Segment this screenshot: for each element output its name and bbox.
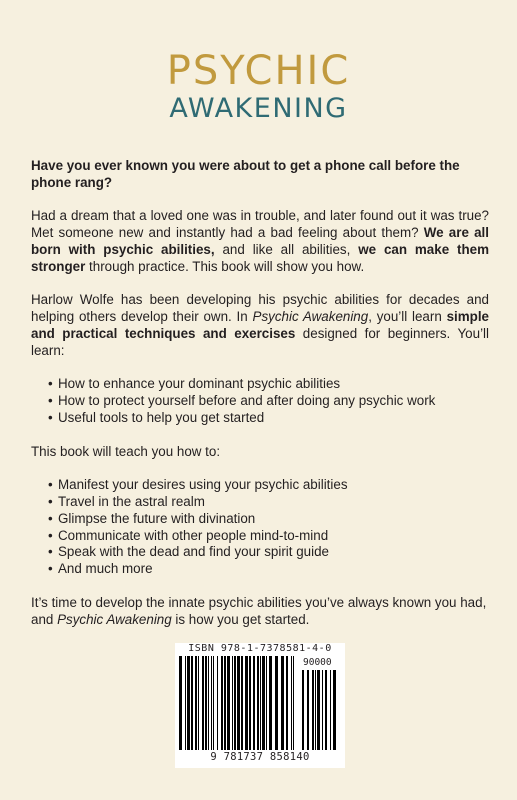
list-item: • How to protect yourself before and after doing any psychic work xyxy=(48,393,436,409)
list-item: • Speak with the dead and find your spirit guide xyxy=(48,544,329,560)
list-item: • Travel in the astral realm xyxy=(48,493,205,509)
isbn-text: ISBN 978-1-7378581-4-0 xyxy=(188,643,332,654)
title-psychic: PSYCHIC xyxy=(166,48,351,94)
list-item: • And much more xyxy=(48,561,153,577)
barcode-bars-icon xyxy=(179,656,297,750)
price-code: 90000 xyxy=(303,657,332,668)
p3-text-a: Harlow Wolfe has been developing his psychic abilities for decades and helping others develop their own. In xyxy=(31,292,489,325)
title-awakening: AWAKENING xyxy=(169,93,348,124)
p2-text-e: through practice. This book will show you how. xyxy=(85,258,365,274)
p3-bold-d: simple and practical techniques and exercises xyxy=(31,309,489,341)
addon-barcode-bars-icon xyxy=(302,670,340,750)
blurb-hook xyxy=(31,158,489,192)
list-item: • Useful tools to help you get started xyxy=(48,409,265,425)
blurb-paragraph-2 xyxy=(31,208,489,275)
list-item: • How to enhance your dominant psychic abilities xyxy=(48,376,341,392)
hook-text: Have you ever known you were about to get a phone call before the phone rang? xyxy=(31,158,460,190)
p2-bold-d: we can make them stronger xyxy=(31,241,490,274)
p2-text-a: Had a dream that a loved one was in trouble, and later found out it was true? Met someone new and instantly had a bad feeling about them? xyxy=(31,208,489,241)
p3-text-e: designed for beginners. You’ll learn: xyxy=(31,325,489,358)
learn-list xyxy=(31,376,489,426)
list-item: • Manifest your desires using your psychic abilities xyxy=(48,477,348,493)
isbn-barcode xyxy=(175,643,345,768)
p2-bold-b: We are all born with psychic abilities, xyxy=(31,225,489,257)
list-item: • Glimpse the future with divination xyxy=(48,510,256,526)
list-item: • Communicate with other people mind-to-mind xyxy=(48,527,329,543)
barcode-digits: 9 781737 858140 xyxy=(210,751,310,763)
p5-italic-b: Psychic Awakening xyxy=(57,611,172,627)
p2-text-c: and like all abilities, xyxy=(214,241,359,257)
blurb-paragraph-4: This book will teach you how to: xyxy=(31,443,221,459)
p5-text-c: is how you get started. xyxy=(171,611,310,627)
p5-text-a: It’s time to develop the innate psychic abilities you’ve always known you had, and xyxy=(31,594,487,627)
blurb-paragraph-3 xyxy=(31,292,489,359)
blurb-closing xyxy=(31,595,489,629)
blurb xyxy=(31,158,489,645)
p3-italic-b: Psychic Awakening xyxy=(252,309,369,325)
p3-text-c: , you’ll learn xyxy=(368,309,447,325)
teach-list xyxy=(31,477,489,578)
